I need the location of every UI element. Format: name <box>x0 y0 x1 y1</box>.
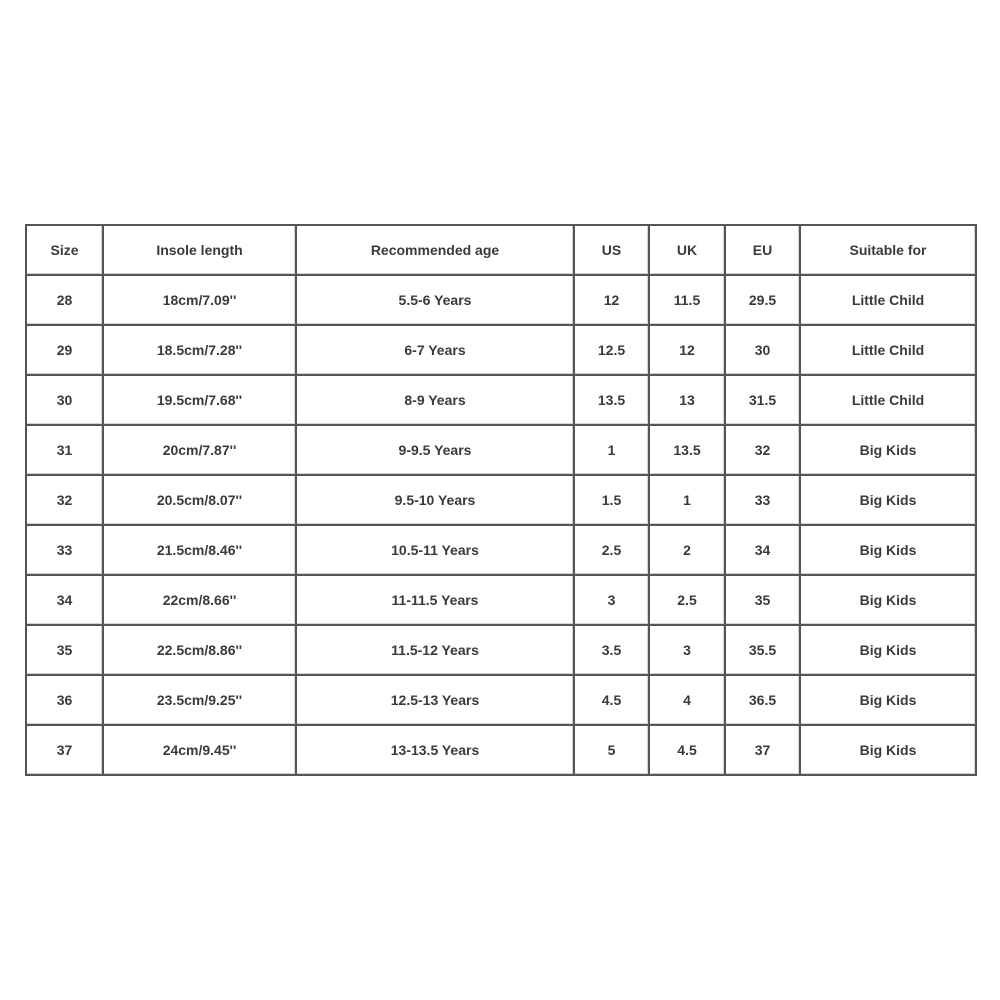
cell-us: 13.5 <box>575 376 650 426</box>
cell-eu: 29.5 <box>726 276 801 326</box>
cell-suitable-for: Big Kids <box>801 726 977 776</box>
cell-insole-length: 20cm/7.87'' <box>104 426 297 476</box>
cell-size: 33 <box>27 526 104 576</box>
cell-size: 30 <box>27 376 104 426</box>
table-header-row <box>27 226 977 276</box>
cell-us: 12 <box>575 276 650 326</box>
table-row <box>27 276 977 326</box>
cell-size: 37 <box>27 726 104 776</box>
cell-size: 32 <box>27 476 104 526</box>
cell-eu: 32 <box>726 426 801 476</box>
cell-uk: 2.5 <box>650 576 726 626</box>
cell-uk: 11.5 <box>650 276 726 326</box>
cell-recommended-age: 5.5-6 Years <box>297 276 575 326</box>
cell-suitable-for: Little Child <box>801 326 977 376</box>
cell-eu: 33 <box>726 476 801 526</box>
header-recommended-age: Recommended age <box>297 226 575 276</box>
table-row <box>27 526 977 576</box>
cell-suitable-for: Little Child <box>801 276 977 326</box>
cell-size: 29 <box>27 326 104 376</box>
cell-size: 36 <box>27 676 104 726</box>
cell-recommended-age: 11.5-12 Years <box>297 626 575 676</box>
cell-us: 4.5 <box>575 676 650 726</box>
cell-us: 3 <box>575 576 650 626</box>
cell-recommended-age: 12.5-13 Years <box>297 676 575 726</box>
header-insole-length: Insole length <box>104 226 297 276</box>
cell-suitable-for: Big Kids <box>801 626 977 676</box>
cell-recommended-age: 9-9.5 Years <box>297 426 575 476</box>
cell-us: 1.5 <box>575 476 650 526</box>
cell-uk: 12 <box>650 326 726 376</box>
cell-uk: 1 <box>650 476 726 526</box>
cell-size: 34 <box>27 576 104 626</box>
table-row <box>27 626 977 676</box>
cell-recommended-age: 13-13.5 Years <box>297 726 575 776</box>
cell-recommended-age: 8-9 Years <box>297 376 575 426</box>
header-us: US <box>575 226 650 276</box>
cell-eu: 35 <box>726 576 801 626</box>
cell-eu: 36.5 <box>726 676 801 726</box>
cell-recommended-age: 10.5-11 Years <box>297 526 575 576</box>
size-chart-table <box>25 224 977 776</box>
table-row <box>27 576 977 626</box>
cell-recommended-age: 11-11.5 Years <box>297 576 575 626</box>
cell-uk: 4.5 <box>650 726 726 776</box>
cell-us: 3.5 <box>575 626 650 676</box>
cell-insole-length: 20.5cm/8.07'' <box>104 476 297 526</box>
cell-recommended-age: 9.5-10 Years <box>297 476 575 526</box>
cell-uk: 13.5 <box>650 426 726 476</box>
table-row <box>27 676 977 726</box>
header-suitable-for: Suitable for <box>801 226 977 276</box>
cell-us: 5 <box>575 726 650 776</box>
cell-suitable-for: Big Kids <box>801 676 977 726</box>
cell-insole-length: 19.5cm/7.68'' <box>104 376 297 426</box>
cell-suitable-for: Big Kids <box>801 426 977 476</box>
cell-uk: 2 <box>650 526 726 576</box>
header-size: Size <box>27 226 104 276</box>
cell-eu: 35.5 <box>726 626 801 676</box>
cell-eu: 34 <box>726 526 801 576</box>
cell-eu: 30 <box>726 326 801 376</box>
cell-suitable-for: Big Kids <box>801 476 977 526</box>
cell-size: 31 <box>27 426 104 476</box>
cell-suitable-for: Little Child <box>801 376 977 426</box>
cell-uk: 3 <box>650 626 726 676</box>
cell-size: 35 <box>27 626 104 676</box>
cell-recommended-age: 6-7 Years <box>297 326 575 376</box>
cell-uk: 4 <box>650 676 726 726</box>
cell-insole-length: 18.5cm/7.28'' <box>104 326 297 376</box>
cell-eu: 31.5 <box>726 376 801 426</box>
header-uk: UK <box>650 226 726 276</box>
cell-insole-length: 23.5cm/9.25'' <box>104 676 297 726</box>
cell-insole-length: 22.5cm/8.86'' <box>104 626 297 676</box>
table-row <box>27 476 977 526</box>
cell-us: 12.5 <box>575 326 650 376</box>
cell-insole-length: 21.5cm/8.46'' <box>104 526 297 576</box>
cell-size: 28 <box>27 276 104 326</box>
cell-us: 1 <box>575 426 650 476</box>
header-eu: EU <box>726 226 801 276</box>
table-row <box>27 426 977 476</box>
cell-insole-length: 22cm/8.66'' <box>104 576 297 626</box>
cell-eu: 37 <box>726 726 801 776</box>
cell-uk: 13 <box>650 376 726 426</box>
cell-suitable-for: Big Kids <box>801 576 977 626</box>
table-row <box>27 326 977 376</box>
cell-us: 2.5 <box>575 526 650 576</box>
table-row <box>27 376 977 426</box>
cell-insole-length: 24cm/9.45'' <box>104 726 297 776</box>
table-row <box>27 726 977 776</box>
cell-insole-length: 18cm/7.09'' <box>104 276 297 326</box>
cell-suitable-for: Big Kids <box>801 526 977 576</box>
